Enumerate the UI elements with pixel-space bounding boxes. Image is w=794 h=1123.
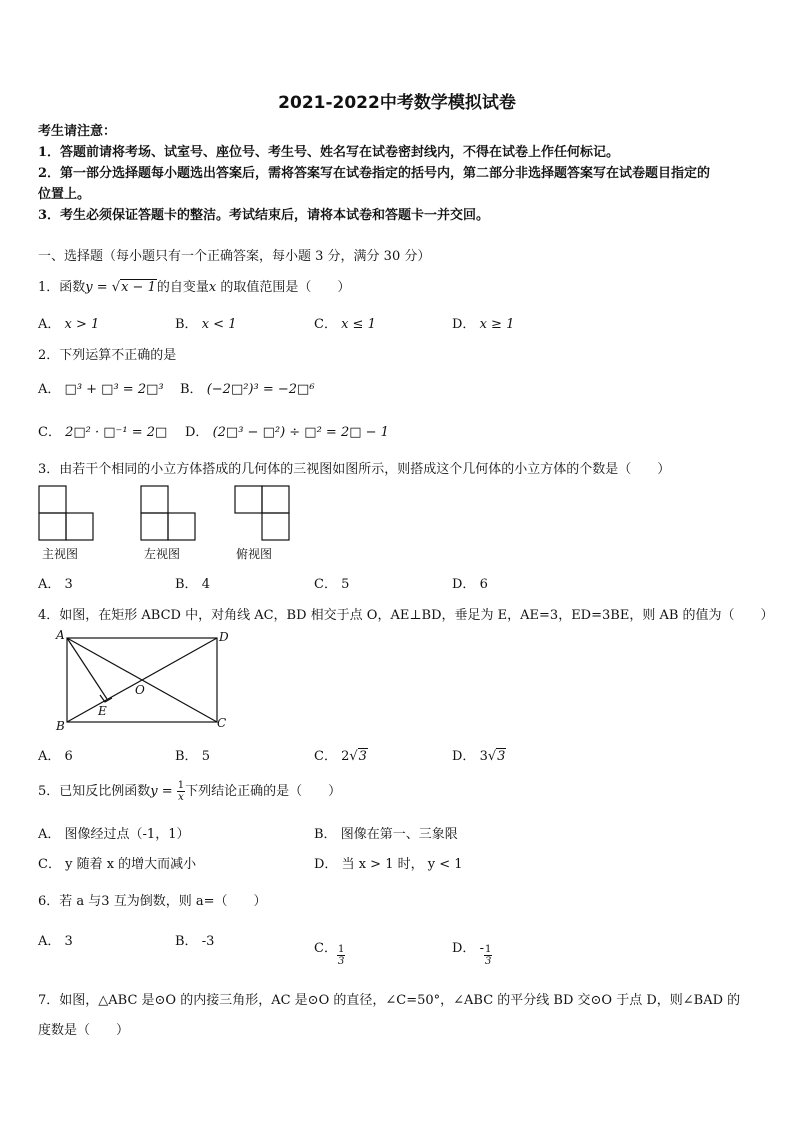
q5-fraction: $\frac{1}{x}$: [177, 780, 185, 803]
q1-option-d: D． x ≥ 1: [452, 317, 515, 332]
question-7-line-1: 7．如图，△ABC 是⊙O 的内接三角形，AC 是⊙O 的直径，∠C=50°，∠ABC 的平分线 BD 交⊙O 于点 D，则∠BAD 的: [38, 993, 741, 1008]
q6-option-c: C． $\frac{1}{3}$: [314, 941, 345, 967]
notice-item-2-cont: 位置上。: [38, 187, 91, 202]
q1-suffix: 的自变量: [156, 280, 209, 295]
q6-option-d: D． - $\frac{1}{3}$: [452, 941, 492, 967]
q3-option-d: D． 6: [452, 577, 488, 592]
q6-option-a: A． 3: [38, 934, 73, 949]
vertex-d-label: D: [219, 630, 229, 644]
q4-option-c: C． 2√3: [314, 749, 367, 764]
q2-option-a: A． □³ + □³ = 2□³: [38, 382, 164, 397]
notice-item-2: 2．第一部分选择题每小题选出答案后，需将答案写在试卷指定的括号内，第二部分非选择题答案写在试卷题目指定的: [38, 166, 711, 181]
q4-option-b: B． 5: [175, 749, 210, 764]
question-5-stem: 5．已知反比例函数y = $\frac{1}{x}$ 下列结论正确的是（ ）: [38, 780, 342, 803]
q1-radicand: x − 1: [121, 280, 156, 295]
q5-option-b: B． 图像在第一、三象限: [314, 827, 458, 842]
question-7-line-2: 度数是（ ）: [38, 1023, 130, 1038]
q3-option-b: B． 4: [175, 577, 210, 592]
question-6-stem: 6．若 a 与3 互为倒数，则 a=（ ）: [38, 894, 267, 909]
top-view-label: 俯视图: [236, 547, 273, 561]
q3-option-c: C． 5: [314, 577, 350, 592]
side-view-label: 左视图: [144, 547, 181, 561]
q2-option-b: B． (−2□²)³ = −2□⁶: [180, 382, 315, 397]
section-heading: 一、选择题（每小题只有一个正确答案，每小题 3 分，满分 30 分）: [38, 249, 431, 264]
q5-option-c: C． y 随着 x 的增大而减小: [38, 857, 197, 872]
q1-suffix2: 的取值范围是（ ）: [216, 280, 351, 295]
point-o-label: O: [135, 683, 145, 697]
notice-item-3: 3．考生必须保证答题卡的整洁。考试结束后，请将本试卷和答题卡一并交回。: [38, 208, 490, 223]
q6-option-b: B． -3: [175, 934, 215, 949]
question-1-stem: 1．函数y = √x − 1的自变量x 的取值范围是（ ）: [38, 280, 351, 295]
side-view-figure: [140, 485, 200, 543]
q1-prefix: 1．函数: [38, 280, 86, 295]
q2-option-c: C． 2□² · □⁻¹ = 2□: [38, 425, 168, 440]
q2-option-d: D． (2□³ − □²) ÷ □² = 2□ − 1: [185, 425, 389, 440]
vertex-c-label: C: [217, 716, 227, 730]
q1-func: y =: [85, 280, 112, 295]
q1-option-c: C． x ≤ 1: [314, 317, 376, 332]
vertex-a-label: A: [56, 628, 65, 642]
notice-item-1: 1．答题前请将考场、试室号、座位号、考生号、姓名写在试卷密封线内，不得在试卷上作任何标记。: [38, 145, 620, 160]
q5-option-d: D． 当 x > 1 时， y < 1: [314, 857, 463, 872]
front-view-figure: [38, 485, 98, 543]
q4-option-d: D． 3√3: [452, 749, 506, 764]
top-view-figure: [234, 485, 294, 543]
question-2-stem: 2．下列运算不正确的是: [38, 348, 177, 363]
rectangle-figure: [52, 626, 237, 738]
q4-option-a: A． 6: [38, 749, 73, 764]
point-e-label: E: [98, 704, 107, 718]
question-3-stem: 3．由若干个相同的小立方体搭成的几何体的三视图如图所示，则搭成这个几何体的小立方体的个数是（ ）: [38, 462, 671, 477]
q1-option-b: B． x < 1: [175, 317, 237, 332]
q3-option-a: A． 3: [38, 577, 73, 592]
q5-option-a: A． 图像经过点（-1，1）: [38, 827, 190, 842]
q1-option-a: A． x > 1: [38, 317, 100, 332]
front-view-label: 主视图: [42, 547, 79, 561]
vertex-b-label: B: [56, 719, 65, 733]
q1-var: x: [208, 280, 217, 295]
question-4-stem: 4．如图，在矩形 ABCD 中，对角线 AC，BD 相交于点 O，AE⊥BD，垂足为 E，AE=3，ED=3BE，则 AB 的值为（ ）: [38, 608, 774, 623]
page-title: 2021-2022中考数学模拟试卷: [278, 93, 516, 113]
notice-heading: 考生请注意：: [38, 124, 117, 139]
